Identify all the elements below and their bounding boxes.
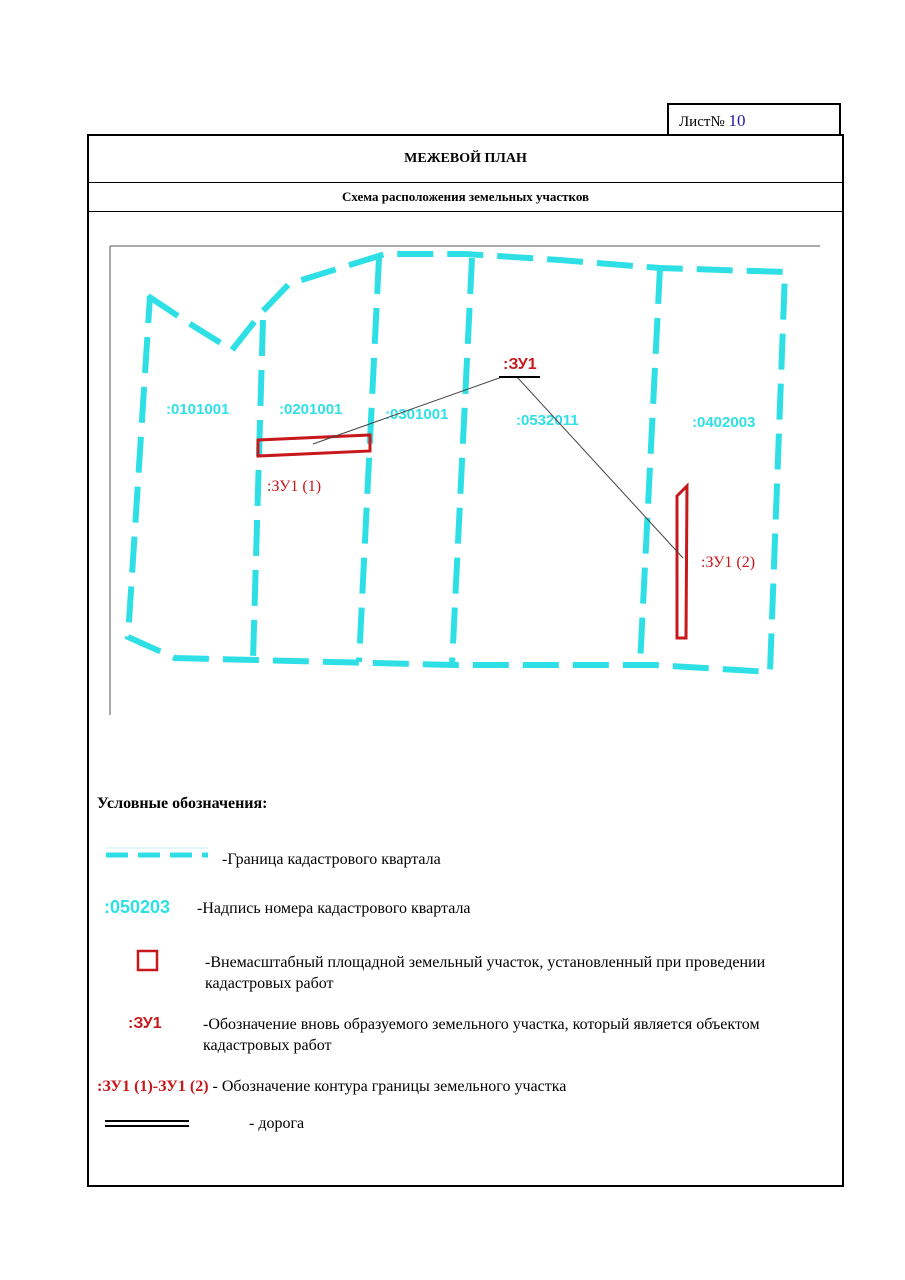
parcel-contour-1 [258, 435, 370, 456]
block-divider-4 [640, 268, 660, 665]
block-label-2: :0201001 [279, 401, 343, 418]
legend-symbol-contour: :ЗУ1 (1)-ЗУ1 (2) [97, 1078, 209, 1095]
block-divider-2 [359, 258, 379, 662]
legend-title: Условные обозначения: [97, 795, 268, 812]
document-subtitle: Схема расположения земельных участков [89, 183, 842, 212]
block-label-5: :0402003 [692, 414, 756, 431]
leader-line-2 [517, 377, 683, 558]
sheet-label: Лист№ [679, 114, 725, 130]
legend-item-contour-row [97, 1076, 566, 1097]
block-divider-1 [253, 320, 263, 660]
legend-symbol-parcel-label: :ЗУ1 [128, 1015, 162, 1032]
legend-item-road: - дорога [249, 1115, 305, 1132]
parcel-label: :ЗУ1 [503, 356, 537, 373]
block-divider-3 [452, 258, 472, 665]
legend-item-parcel-label: -Обозначение вновь образуемого земельного участка, который является объектом кадастровых работ [203, 1016, 760, 1054]
contour-1-label: :ЗУ1 (1) [267, 478, 322, 495]
document-title: МЕЖЕВОЙ ПЛАН [89, 136, 842, 183]
legend-item-parcel: -Внемасштабный площадной земельный участок, установленный при проведении кадастровых работ [205, 954, 766, 992]
parcel-contour-2 [677, 486, 687, 638]
contour-2-label: :ЗУ1 (2) [701, 554, 756, 571]
legend-parcel-square [138, 951, 157, 970]
legend-item-boundary: -Граница кадастрового квартала [222, 851, 441, 868]
legend-symbol-block-number: :050203 [104, 897, 171, 917]
legend-item-contour: - Обозначение контура границы земельного участка [208, 1078, 567, 1095]
block-label-1: :0101001 [166, 401, 230, 418]
block-label-3: :0301001 [385, 406, 449, 423]
block-label-4: :0532011 [516, 412, 579, 429]
sheet-number: 10 [728, 111, 746, 130]
legend-item-block-number: -Надпись номера кадастрового квартала [197, 900, 471, 917]
